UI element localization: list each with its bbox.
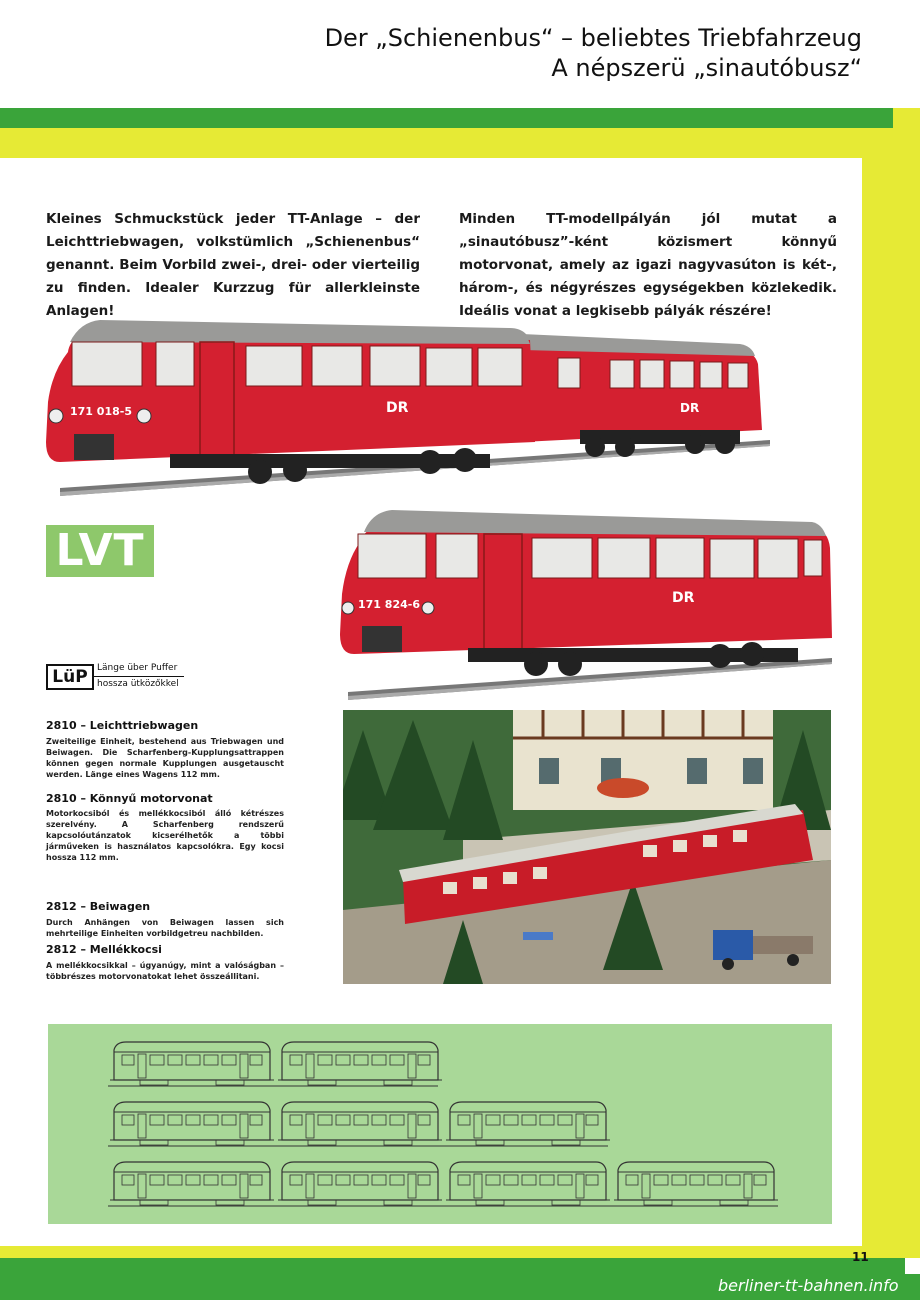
lvt-label: LVT [46,525,154,577]
page-number: 11 [852,1250,869,1264]
product-2812-hu-title: 2812 – Mellékkocsi [46,943,162,956]
bottom-car-number: 171 824-6 [358,598,420,611]
top-car-number: 171 018-5 [70,405,132,418]
top-car-dr-marking: DR [386,400,409,416]
product-2810-hu-title: 2810 – Könnyű motorvonat [46,792,213,805]
product-2812-de-title: 2812 – Beiwagen [46,900,151,913]
legend-divider [94,676,184,677]
legend-hungarian: hossza ütközőkkel [97,679,179,689]
product-2812-hu-body: A mellékkocsikkal – úgyanúgy, mint a valóságban – többrészes motorvonatokat lehet összeállitani. [46,961,284,981]
train-configurations-diagram [48,1024,832,1224]
product-2810-hu-body: Motorkocsiból és mellékkocsiból álló kétrészes szerelvény. A Scharfenberg rendszerű kapcsolóutánzatok kicserélhetők a többi járműveken is használatos kapcsolókra. Egy kocsi hossza 112 mm. [46,809,284,862]
train-configurations-drawing [48,1024,832,1224]
page-title-hungarian: A népszerü „sinautóbusz“ [551,54,862,82]
frame-yellow-right [893,108,920,1258]
single-car-image [338,504,838,700]
lup-symbol: LüP [46,664,94,690]
watermark-text: berliner-tt-bahnen.info [718,1276,899,1295]
layout-photo [343,710,831,984]
page-title-german: Der „Schienenbus“ – beliebtes Triebfahrzeug [324,24,862,52]
intro-german: Kleines Schmuckstück jeder TT-Anlage – der Leichttriebwagen, volkstümlich „Schienenbus“ genannt. Beim Vorbild zwei-, drei- oder vierteilig zu finden. Idealer Kurzzug für allerkleinste Anlagen! [46,211,420,319]
product-2810-de-body: Zweiteilige Einheit, bestehend aus Triebwagen und Beiwagen. Die Scharfenberg-Kupplungsattrappen können gegen normale Kupplungen ausgetauscht werden. Länge eines Wagens 112 mm. [46,737,284,779]
trailer-dr-marking: DR [680,401,700,415]
product-2810-de-title: 2810 – Leichttriebwagen [46,719,199,732]
legend-german: Länge über Puffer [97,663,178,673]
intro-hungarian: Minden TT-modellpályán jól mutat a „sinautóbusz”-ként közismert könnyű motorvonat, amely az igazi nagyvasúton is két-, három-, és négyrészes egységekben közlekedik. Ideális vonat a legkisebb pályák részére! [459,211,837,319]
product-2812-de-body: Durch Anhängen von Beiwagen lassen sich mehrteilige Einheiten vorbildgetreu nachbilden. [46,918,284,938]
bottom-car-dr-marking: DR [672,590,695,606]
two-car-train-image [40,312,780,502]
